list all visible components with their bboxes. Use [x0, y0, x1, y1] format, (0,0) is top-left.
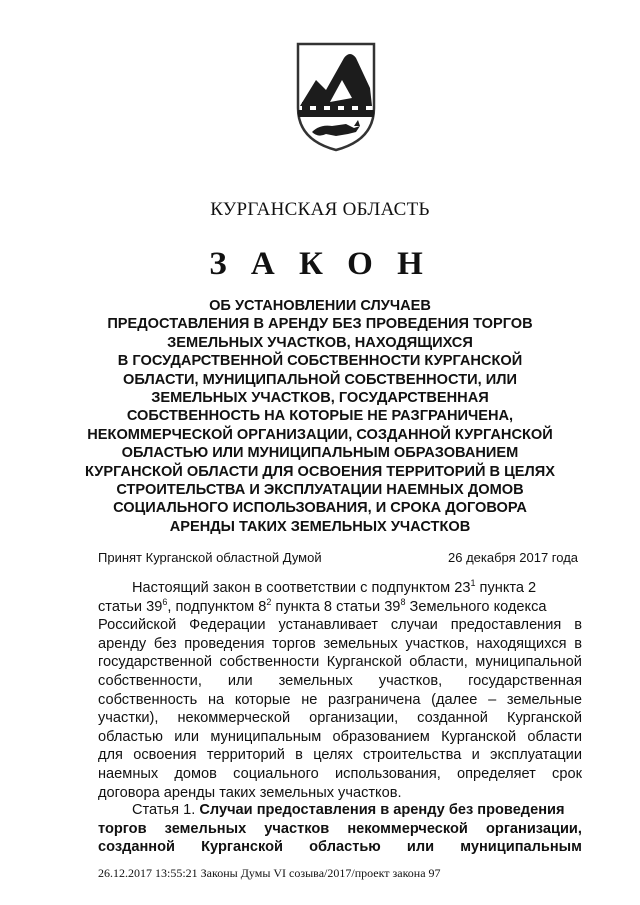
preamble-line — [98, 746, 582, 765]
preamble-line: договора аренды таких земельных участков. — [98, 784, 402, 801]
word: участков, — [378, 672, 443, 689]
word: Курганской — [201, 839, 283, 856]
title-line: СТРОИТЕЛЬСТВА И ЭКСПЛУАТАЦИИ НАЕМНЫХ ДОМОВ — [116, 482, 524, 499]
word: Курганской — [441, 728, 517, 745]
word: Курганской — [506, 710, 582, 727]
word: государственная — [468, 672, 582, 689]
word: участков, — [405, 635, 469, 652]
word: области, — [409, 654, 468, 671]
word: торгов — [272, 635, 316, 652]
word: Федерации — [189, 617, 266, 634]
word: Российской — [98, 617, 177, 634]
preamble-line — [98, 672, 582, 691]
word: устанавливает — [278, 617, 378, 634]
word: – — [488, 691, 497, 708]
title-line: ОБ УСТАНОВЛЕНИИ СЛУЧАЕВ — [209, 298, 431, 314]
word: срок — [552, 765, 582, 782]
superscript: 2 — [266, 596, 272, 607]
word: (далее — [431, 691, 478, 708]
title-line: СОБСТВЕННОСТЬ НА КОТОРЫЕ НЕ РАЗГРАНИЧЕНА, — [126, 408, 514, 425]
title-line: НЕКОММЕРЧЕСКОЙ ОРГАНИЗАЦИИ, СОЗДАННОЙ КУРГАНСКОЙ — [87, 426, 553, 443]
word: в — [574, 617, 582, 634]
preamble-paragraph — [98, 579, 582, 802]
document-type-heading: З А К О Н — [209, 246, 431, 282]
word: участков — [264, 820, 330, 837]
preamble-line — [98, 691, 582, 710]
word: Курганской — [326, 654, 402, 671]
word: освоения — [133, 747, 197, 764]
title-line: ЗЕМЕЛЬНЫХ УЧАСТКОВ, ГОСУДАРСТВЕННАЯ — [151, 390, 489, 407]
preamble-line — [98, 653, 582, 672]
word: и — [471, 747, 480, 764]
superscript: 8 — [400, 596, 406, 607]
word: собственности, — [98, 672, 202, 689]
preamble-fragment: статьи 39 — [98, 598, 163, 615]
word: некоммерческой — [177, 710, 291, 727]
word: без — [153, 635, 177, 652]
preamble-line — [98, 765, 582, 784]
preamble-line — [98, 635, 582, 654]
article-line — [98, 801, 582, 820]
word: области — [527, 728, 582, 745]
word: торгов — [98, 820, 147, 837]
word: земельных — [278, 672, 353, 689]
word: муниципальной — [475, 654, 582, 671]
title-line: ОБЛАСТЬЮ ИЛИ МУНИЦИПАЛЬНЫМ ОБРАЗОВАНИЕМ — [121, 445, 519, 462]
word: строительства — [363, 747, 462, 764]
word: созданной — [417, 710, 488, 727]
superscript: 6 — [162, 596, 168, 607]
word: в — [295, 747, 303, 764]
law-title — [80, 297, 560, 536]
title-line: АРЕНДЫ ТАКИХ ЗЕМЕЛЬНЫХ УЧАСТКОВ — [169, 518, 471, 535]
preamble-line — [98, 598, 582, 617]
word: целях — [313, 747, 353, 764]
preamble-line — [98, 616, 582, 635]
word: домов — [174, 765, 217, 782]
word: организации, — [309, 710, 399, 727]
word: наемных — [98, 765, 159, 782]
adoption-date: 26 декабря 2017 года — [448, 550, 579, 565]
article-line — [98, 820, 582, 839]
word: эксплуатации — [490, 747, 582, 764]
article-label: Статья 1. — [132, 802, 196, 818]
word: некоммерческой — [347, 820, 468, 837]
word: земельные — [506, 691, 582, 708]
word: земельных — [164, 820, 247, 837]
title-line: КУРГАНСКОЙ ОБЛАСТИ ДЛЯ ОСВОЕНИЯ ТЕРРИТОРИЙ В ЦЕЛЯХ — [84, 463, 555, 480]
article-heading: Случаи предоставления в аренду без проведения — [199, 802, 565, 818]
word: созданной — [98, 839, 175, 856]
word: или — [406, 839, 435, 856]
word: территорий — [206, 747, 285, 764]
word: на — [207, 691, 225, 708]
article-1 — [98, 801, 582, 857]
word: муниципальным — [460, 839, 582, 856]
article-line — [98, 838, 582, 857]
title-line: ЗЕМЕЛЬНЫХ УЧАСТКОВ, НАХОДЯЩИХСЯ — [167, 334, 473, 351]
word: разграничена — [328, 691, 421, 708]
title-line: ПРЕДОСТАВЛЕНИЯ В АРЕНДУ БЕЗ ПРОВЕДЕНИЯ ТОРГОВ — [107, 316, 533, 333]
word: организации, — [486, 820, 582, 837]
word: для — [98, 747, 123, 764]
preamble-fragment: пункта 8 статьи 39 — [271, 598, 401, 615]
title-line: ОБЛАСТИ, МУНИЦИПАЛЬНОЙ СОБСТВЕННОСТИ, ИЛИ — [123, 371, 517, 388]
word: определяет — [457, 765, 536, 782]
title-line: В ГОСУДАРСТВЕННОЙ СОБСТВЕННОСТИ КУРГАНСКОЙ — [117, 353, 523, 370]
preamble-text — [98, 598, 547, 617]
word: социального — [233, 765, 319, 782]
word: аренду — [98, 635, 147, 652]
word: использования, — [335, 765, 441, 782]
preamble-fragment: пункта 2 — [475, 580, 537, 596]
preamble-line — [98, 709, 582, 728]
word: образованием — [332, 728, 430, 745]
word: участки), — [98, 710, 159, 727]
word: или — [174, 728, 200, 745]
word: случаи — [390, 617, 438, 634]
preamble-fragment: Настоящий закон в соответствии с подпунктом 23 — [132, 580, 471, 596]
word: собственность — [98, 691, 198, 708]
preamble-fragment: Земельного кодекса — [405, 598, 547, 615]
word: или — [227, 672, 253, 689]
word: областью — [309, 839, 381, 856]
word: собственности — [219, 654, 320, 671]
word: муниципальным — [210, 728, 322, 745]
superscript: 1 — [470, 578, 476, 589]
preamble-fragment: , подпунктом 8 — [167, 598, 267, 615]
word: областью — [98, 728, 163, 745]
footer-stamp: 26.12.2017 13:55:21 Законы Думы VI созыва/2017/проект закона 97 — [98, 866, 441, 880]
preamble-line — [98, 728, 582, 747]
region-heading: КУРГАНСКАЯ ОБЛАСТЬ — [210, 199, 430, 220]
title-line: СОЦИАЛЬНОГО ИСПОЛЬЗОВАНИЯ, И СРОКА ДОГОВОРА — [113, 500, 527, 517]
word: в — [574, 635, 582, 652]
word: проведения — [184, 635, 265, 652]
preamble-text — [132, 579, 536, 598]
word: которые — [234, 691, 291, 708]
preamble-line — [98, 579, 582, 598]
adopted-by: Принят Курганской областной Думой — [98, 550, 322, 565]
word: земельных — [323, 635, 398, 652]
article-text — [132, 801, 565, 820]
coat-of-arms-emblem — [290, 40, 382, 152]
word: не — [301, 691, 318, 708]
word: находящихся — [476, 635, 567, 652]
word: предоставления — [450, 617, 562, 634]
word: государственной — [98, 654, 213, 671]
